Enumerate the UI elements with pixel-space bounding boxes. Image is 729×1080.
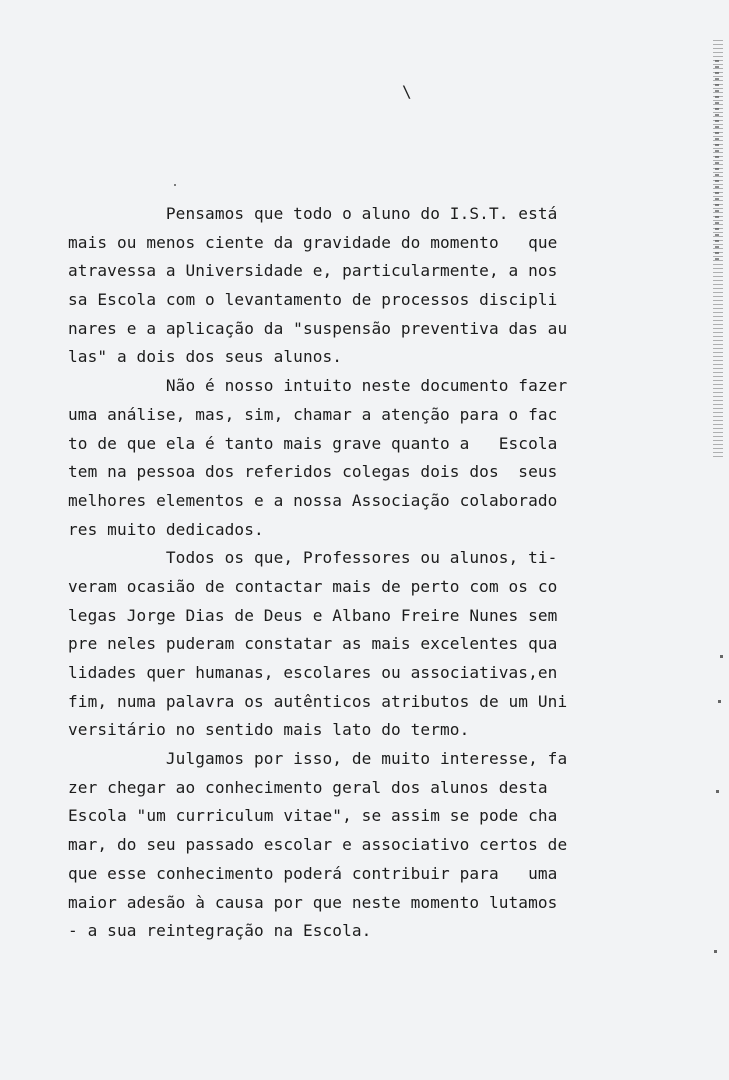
scan-speck	[720, 655, 723, 658]
text-line: res muito dedicados.	[68, 519, 264, 539]
text-line: zer chegar ao conhecimento geral dos alunos desta	[68, 777, 548, 797]
scan-speck	[718, 700, 721, 703]
stray-dot	[174, 184, 176, 186]
scan-speck	[714, 950, 717, 953]
text-line: mar, do seu passado escolar e associativo certos de	[68, 835, 568, 855]
text-line: to de que ela é tanto mais grave quanto a Escola	[68, 433, 558, 453]
text-line: uma análise, mas, sim, chamar a atenção para o fac	[68, 404, 558, 424]
typed-body-text	[68, 200, 638, 946]
text-line: lidades quer humanas, escolares ou associativas,en	[68, 663, 558, 682]
text-line: melhores elementos e a nossa Associação colaborado	[68, 490, 558, 510]
text-line: - a sua reintegração na Escola.	[68, 921, 372, 941]
text-line: maior adesão à causa por que neste momento lutamos	[68, 892, 558, 912]
text-line: fim, numa palavra os autênticos atributos de um Uni	[68, 691, 568, 711]
text-line: tem na pessoa dos referidos colegas dois dos seus	[68, 462, 558, 482]
text-line: veram ocasião de contactar mais de perto com os co	[68, 576, 558, 596]
scan-speck	[716, 790, 719, 793]
text-line: Escola "um curriculum vitae", se assim se pode cha	[68, 806, 558, 826]
stray-mark: \	[402, 82, 412, 101]
text-line: Pensamos que todo o aluno do I.S.T. está	[68, 204, 558, 223]
scan-edge-noise	[715, 60, 719, 260]
text-line: Não é nosso intuito neste documento fazer	[68, 376, 568, 396]
text-line: legas Jorge Dias de Deus e Albano Freire Nunes sem	[68, 605, 558, 625]
text-line: Todos os que, Professores ou alunos, ti-	[68, 548, 558, 568]
text-line: Julgamos por isso, de muito interesse, fa	[68, 749, 568, 769]
text-line: mais ou menos ciente da gravidade do momento que	[68, 232, 558, 252]
text-line: pre neles puderam constatar as mais excelentes qua	[68, 634, 558, 654]
text-line: atravessa a Universidade e, particularmente, a nos	[68, 261, 558, 281]
text-line: las" a dois dos seus alunos.	[68, 347, 343, 367]
text-line: versitário no sentido mais lato do termo.	[68, 720, 470, 740]
text-line: que esse conhecimento poderá contribuir para uma	[68, 863, 558, 883]
text-line: nares e a aplicação da "suspensão preventiva das au	[68, 318, 568, 338]
text-line: sa Escola com o levantamento de processos discipli	[68, 290, 558, 310]
